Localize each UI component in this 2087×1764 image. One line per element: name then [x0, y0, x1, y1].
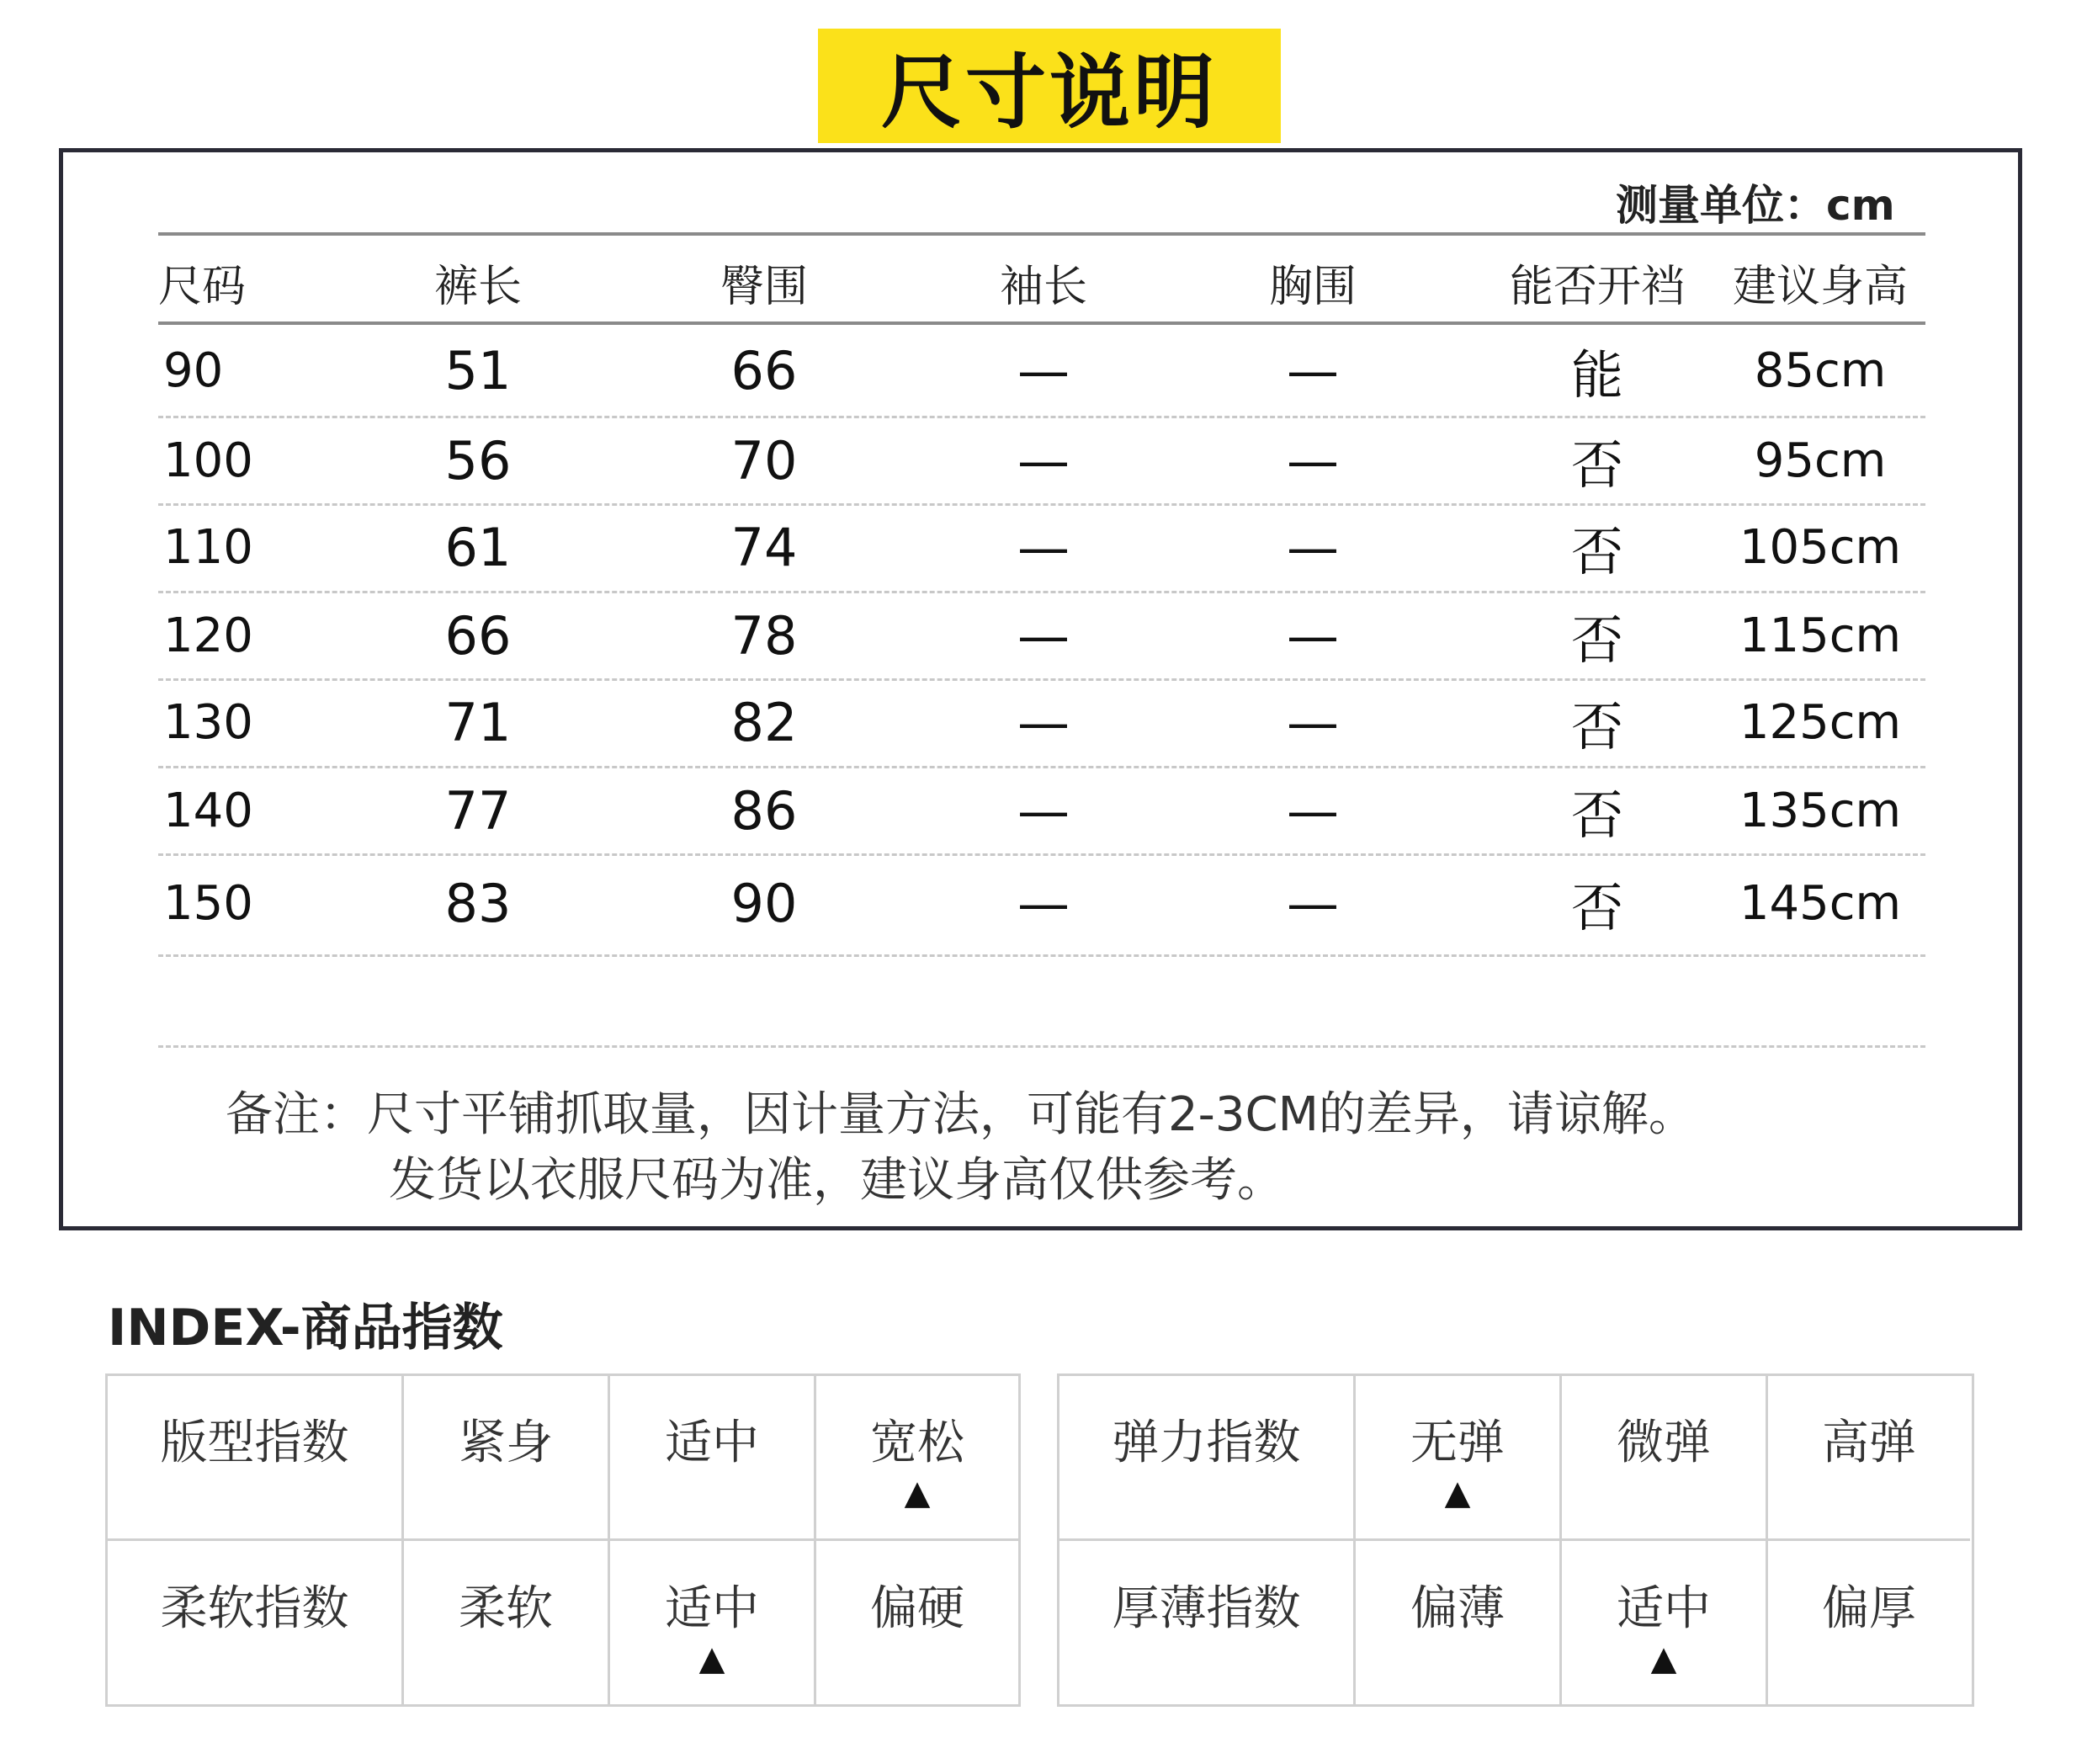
- index-option-label: 偏薄: [1410, 1581, 1505, 1636]
- cell-size: 110: [163, 519, 253, 575]
- cell-open-crotch: 否: [1570, 520, 1623, 582]
- index-grid-left: [105, 1373, 1021, 1707]
- index-label: 弹力指数: [1112, 1415, 1301, 1470]
- index-option-cell: [816, 1541, 1018, 1706]
- cell-open-crotch: 否: [1570, 876, 1623, 938]
- cell-chest: —: [1287, 429, 1339, 491]
- cell-sleeve: —: [1017, 429, 1070, 491]
- table-row: [158, 861, 1925, 945]
- index-option-cell: [816, 1376, 1018, 1541]
- cell-size: 130: [163, 694, 253, 750]
- title-banner: [818, 29, 1281, 143]
- index-option-cell: [1768, 1376, 1970, 1541]
- cell-suggested-height: 115cm: [1739, 608, 1902, 663]
- cell-suggested-height: 85cm: [1754, 343, 1887, 398]
- cell-pants-length: 83: [444, 872, 512, 934]
- index-option-label: 柔软: [459, 1581, 553, 1636]
- selected-marker-icon: ▲: [698, 1639, 725, 1678]
- table-row: [158, 418, 1925, 502]
- row-divider: [158, 766, 1925, 768]
- cell-sleeve: —: [1017, 691, 1070, 753]
- cell-open-crotch: 能: [1570, 343, 1623, 406]
- cell-open-crotch: 否: [1570, 784, 1623, 846]
- column-header-pants-length: 裤长: [433, 261, 522, 312]
- index-option-label: 宽松: [870, 1415, 964, 1470]
- index-option-cell: [1562, 1541, 1768, 1706]
- index-option-cell: [1356, 1541, 1562, 1706]
- note-line-1: 备注：尺寸平铺抓取量，因计量方法，可能有2-3CM的差异，请谅解。: [226, 1087, 1696, 1142]
- cell-chest: —: [1287, 779, 1339, 842]
- index-option-label: 适中: [665, 1415, 759, 1470]
- table-row: [158, 505, 1925, 589]
- cell-sleeve: —: [1017, 339, 1070, 401]
- header-top-rule: [158, 232, 1925, 236]
- row-divider: [158, 591, 1925, 593]
- cell-chest: —: [1287, 516, 1339, 578]
- cell-pants-length: 51: [444, 339, 512, 401]
- cell-chest: —: [1287, 604, 1339, 667]
- cell-hip: 82: [730, 691, 798, 753]
- cell-chest: —: [1287, 339, 1339, 401]
- index-option-label: 偏硬: [870, 1581, 964, 1636]
- cell-hip: 74: [730, 516, 798, 578]
- cell-chest: —: [1287, 872, 1339, 934]
- note-line-2: 发货以衣服尺码为准，建议身高仅供参考。: [389, 1153, 1284, 1208]
- table-end-rule: [158, 1045, 1925, 1048]
- cell-size: 90: [163, 343, 224, 398]
- cell-suggested-height: 95cm: [1754, 433, 1887, 488]
- index-option-cell: [1768, 1541, 1970, 1706]
- cell-size: 150: [163, 875, 253, 931]
- header-bottom-rule: [158, 321, 1925, 325]
- cell-pants-length: 77: [444, 779, 512, 842]
- cell-suggested-height: 105cm: [1739, 519, 1902, 575]
- cell-sleeve: —: [1017, 516, 1070, 578]
- row-divider: [158, 954, 1925, 957]
- selected-marker-icon: ▲: [1650, 1639, 1677, 1678]
- column-header-suggested-height: 建议身高: [1732, 261, 1908, 312]
- index-option-cell: [610, 1541, 816, 1706]
- table-header: [158, 240, 1925, 324]
- cell-suggested-height: 135cm: [1739, 783, 1902, 838]
- cell-hip: 90: [730, 872, 798, 934]
- index-option-label: 无弹: [1410, 1415, 1505, 1470]
- column-header-open-crotch: 能否开裆: [1509, 261, 1685, 312]
- index-option-cell: [404, 1541, 610, 1706]
- index-label-cell: [1059, 1541, 1356, 1706]
- row-divider: [158, 678, 1925, 681]
- cell-suggested-height: 125cm: [1739, 694, 1902, 750]
- cell-size: 120: [163, 608, 253, 663]
- table-row: [158, 328, 1925, 412]
- row-divider: [158, 503, 1925, 506]
- column-header-size: 尺码: [158, 261, 247, 312]
- index-label-cell: [1059, 1376, 1356, 1541]
- index-label: 厚薄指数: [1112, 1581, 1301, 1636]
- cell-open-crotch: 否: [1570, 433, 1623, 496]
- page-title: 尺寸说明: [881, 45, 1218, 140]
- selected-marker-icon: ▲: [904, 1473, 931, 1512]
- cell-pants-length: 66: [444, 604, 512, 667]
- cell-hip: 78: [730, 604, 798, 667]
- index-option-cell: [404, 1376, 610, 1541]
- cell-hip: 86: [730, 779, 798, 842]
- cell-pants-length: 56: [444, 429, 512, 491]
- index-option-cell: [1562, 1376, 1768, 1541]
- cell-open-crotch: 否: [1570, 695, 1623, 757]
- index-label-cell: [108, 1541, 404, 1706]
- column-header-sleeve: 袖长: [999, 261, 1087, 312]
- selected-marker-icon: ▲: [1444, 1473, 1471, 1512]
- cell-size: 100: [163, 433, 253, 488]
- index-option-label: 偏厚: [1822, 1581, 1916, 1636]
- index-label-cell: [108, 1376, 404, 1541]
- cell-suggested-height: 145cm: [1739, 875, 1902, 931]
- table-row: [158, 593, 1925, 677]
- index-label: 版型指数: [160, 1415, 349, 1470]
- column-header-hip: 臀围: [720, 261, 808, 312]
- index-option-label: 紧身: [459, 1415, 553, 1470]
- cell-hip: 70: [730, 429, 798, 491]
- index-option-label: 适中: [665, 1581, 759, 1636]
- row-divider: [158, 416, 1925, 418]
- index-option-cell: [1356, 1376, 1562, 1541]
- index-section-title: INDEX-商品指数: [108, 1299, 503, 1358]
- table-row: [158, 768, 1925, 853]
- cell-open-crotch: 否: [1570, 608, 1623, 671]
- index-label: 柔软指数: [160, 1581, 349, 1636]
- cell-size: 140: [163, 783, 253, 838]
- index-option-label: 微弹: [1617, 1415, 1711, 1470]
- index-grid-right: [1057, 1373, 1974, 1707]
- row-divider: [158, 853, 1925, 856]
- index-option-label: 高弹: [1822, 1415, 1916, 1470]
- cell-sleeve: —: [1017, 779, 1070, 842]
- index-option-label: 适中: [1617, 1581, 1711, 1636]
- cell-hip: 66: [730, 339, 798, 401]
- cell-sleeve: —: [1017, 872, 1070, 934]
- cell-sleeve: —: [1017, 604, 1070, 667]
- unit-label: 测量单位：cm: [1616, 181, 1895, 230]
- cell-chest: —: [1287, 691, 1339, 753]
- table-row: [158, 680, 1925, 764]
- cell-pants-length: 61: [444, 516, 512, 578]
- index-option-cell: [610, 1376, 816, 1541]
- cell-pants-length: 71: [444, 691, 512, 753]
- column-header-chest: 胸围: [1268, 261, 1357, 312]
